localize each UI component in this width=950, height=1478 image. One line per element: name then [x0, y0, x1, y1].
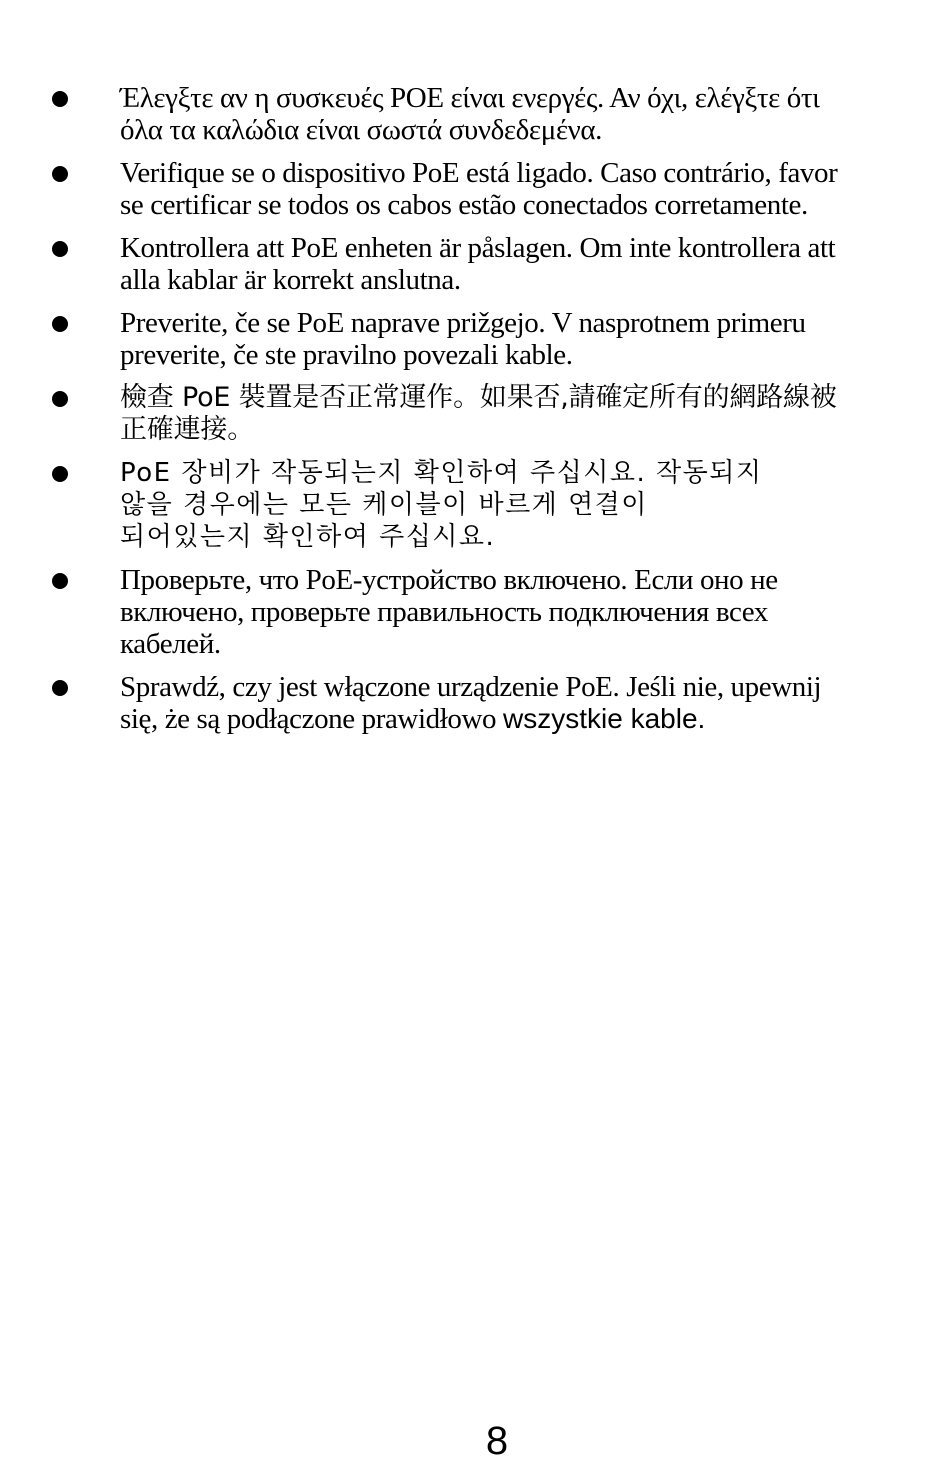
text-line: alla kablar är korrekt anslutna.: [120, 264, 461, 296]
text-line: Έλεγξτε αν η συσκευές POE είναι ενεργές. Αν όχι, ελέγξτε ότι: [120, 82, 820, 114]
bullet-icon: [52, 573, 68, 589]
list-item-korean: [0, 457, 950, 553]
bullet-icon: [52, 316, 68, 332]
text-line: 正確連接。: [120, 414, 254, 445]
bullet-icon: [52, 91, 68, 107]
text-line: Kontrollera att PoE enheten är påslagen. Om inte kontrollera att: [120, 232, 836, 264]
instruction-list: [0, 82, 950, 746]
text-line: 檢查 PoE 裝置是否正常運作。如果否,請確定所有的網路線被: [120, 382, 837, 413]
list-item-slovenian: [0, 307, 950, 371]
text-line: PoE 장비가 작동되는지 확인하여 주십시요. 작동되지: [120, 458, 763, 488]
text-line: Verifique se o dispositivo PoE está ligado. Caso contrário, favor: [120, 157, 838, 189]
text-line: включено, проверьте правильность подключения всех: [120, 596, 768, 628]
list-item-russian: [0, 564, 950, 660]
text-line: 되어있는지 확인하여 주십시요.: [120, 522, 496, 552]
text-line: se certificar se todos os cabos estão conectados corretamente.: [120, 189, 808, 221]
bullet-icon: [52, 166, 68, 182]
page-number: 8: [485, 1419, 509, 1463]
list-item-polish: [0, 671, 950, 735]
text-line: preverite, če ste pravilno povezali kable.: [120, 339, 573, 371]
list-item-swedish: [0, 232, 950, 296]
bullet-icon: [52, 466, 68, 482]
bullet-icon: [52, 680, 68, 696]
bullet-icon: [52, 241, 68, 257]
text-line: Preverite, če se PoE naprave prižgejo. V nasprotnem primeru: [120, 307, 806, 339]
text-line: Проверьте, что PoE-устройство включено. Если оно не: [120, 564, 778, 596]
bullet-icon: [52, 391, 68, 407]
list-item-portuguese: [0, 157, 950, 221]
text-line-start: się, że są podłączone prawidłowo: [120, 703, 503, 735]
text-line: [120, 703, 946, 735]
text-line: όλα τα καλώδια είναι σωστά συνδεδεμένα.: [120, 114, 602, 146]
text-line-end: wszystkie kable.: [503, 703, 706, 734]
list-item-chinese: [0, 382, 950, 446]
text-line: Sprawdź, czy jest włączone urządzenie PoE. Jeśli nie, upewnij: [120, 671, 822, 703]
list-item-greek: [0, 82, 950, 146]
text-line: кабелей.: [120, 628, 221, 660]
text-line: 않을 경우에는 모든 케이블이 바르게 연결이: [120, 490, 648, 520]
